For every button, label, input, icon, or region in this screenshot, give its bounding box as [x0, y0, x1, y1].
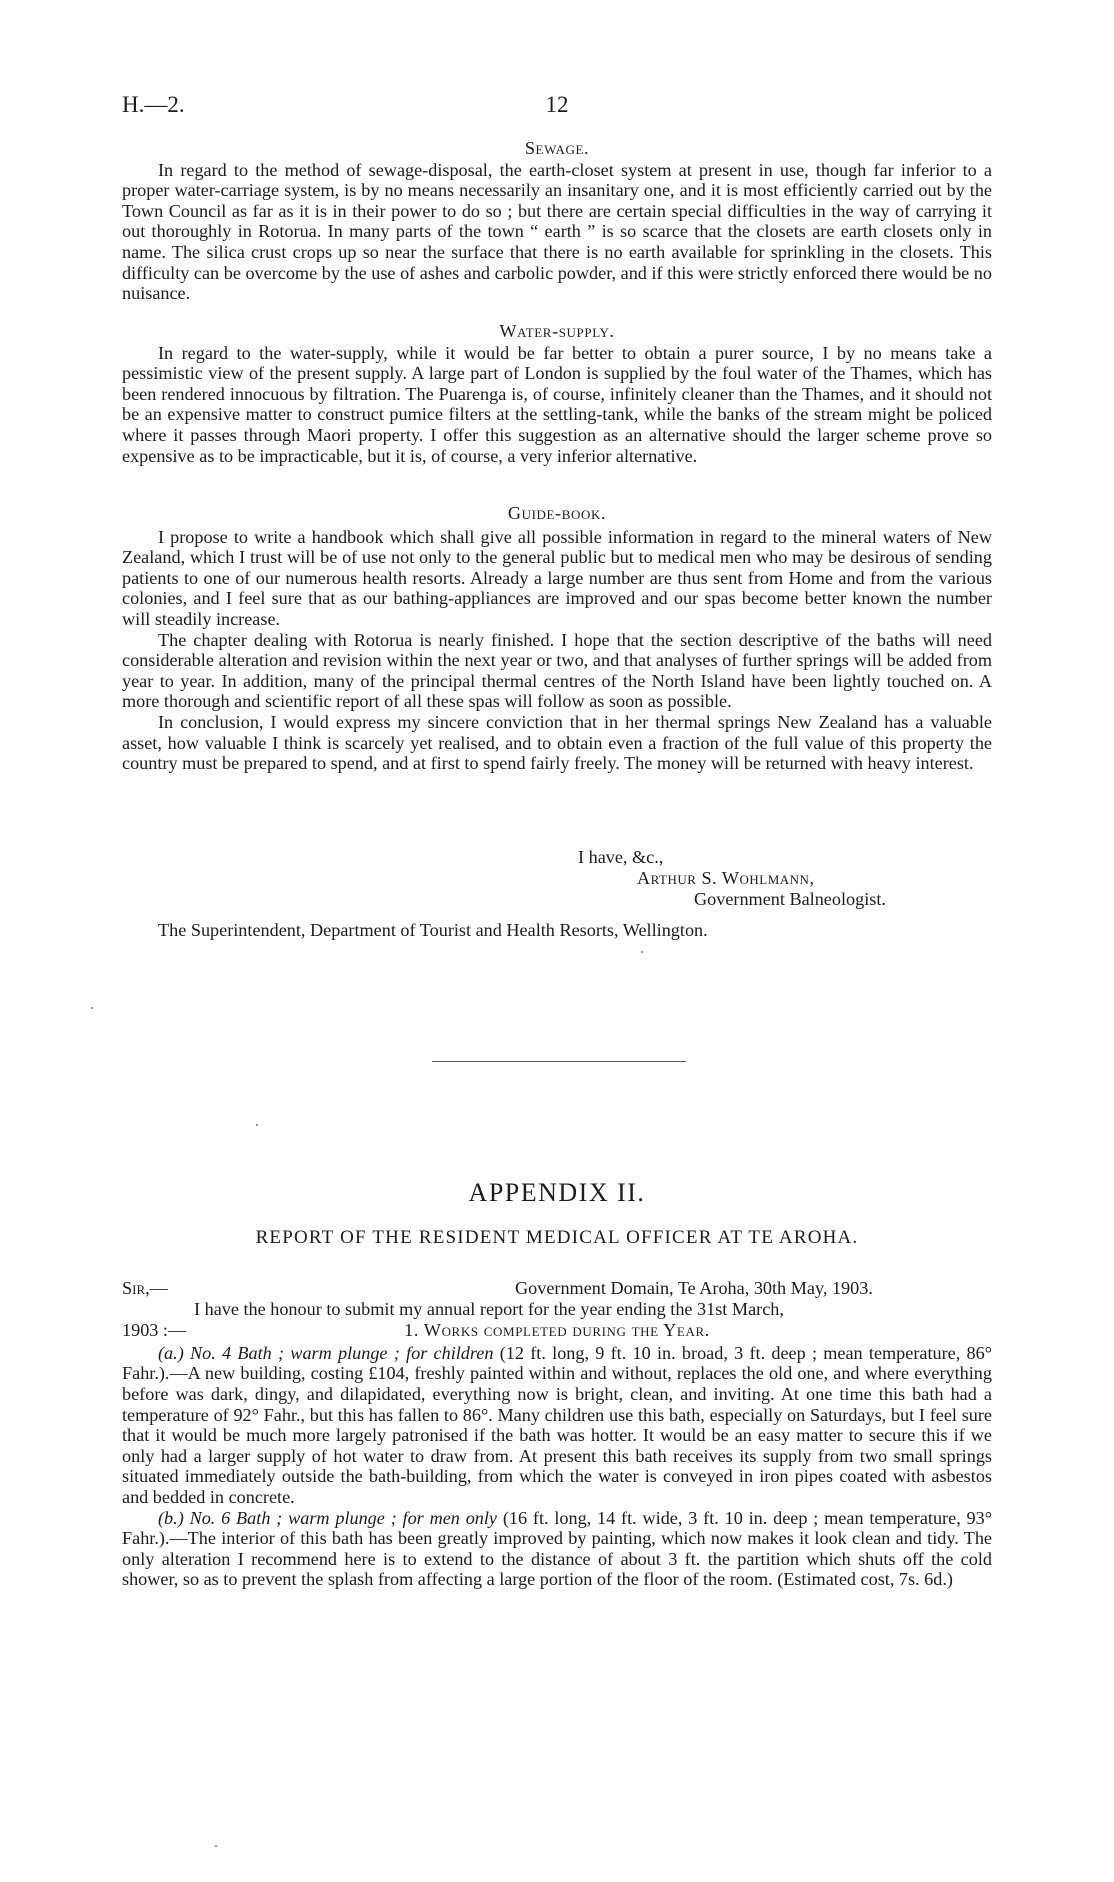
sewage-paragraph: In regard to the method of sewage-disposal, the earth-closet system at present in use, though far inferior to a proper water-carriage system, is by no means necessarily an insanitary one, and it is most efficiently carried out by the Town Council as far as it is in their power to do so ; but there are certain special difficulties in the way of carrying it out thoroughly in Rotorua. In many parts of the town “ earth ” is so scarce that the closets are earth closets only in name. The silica crust crops up so near the surface that there is no earth available for sprinkling in the closets. This difficulty can be overcome by the use of ashes and carbolic powder, and if this were strictly enforced there would be no nuisance. — [122, 159, 992, 304]
report-subtitle: REPORT OF THE RESIDENT MEDICAL OFFICER AT TE AROHA. — [255, 1227, 859, 1248]
signatory-name: Arthur S. Wohlmann, — [637, 868, 815, 888]
salutation: Sir,— — [122, 1278, 168, 1298]
bath-4-title: No. 4 Bath ; warm plunge ; for children — [190, 1342, 494, 1363]
section-divider — [432, 1061, 686, 1062]
guide-book-section — [122, 503, 992, 774]
water-supply-heading: Water-supply. — [499, 321, 615, 341]
report-intro-year: 1903 :— — [122, 1319, 187, 1340]
print-speck — [256, 1124, 258, 1126]
guide-book-paragraph-3: In conclusion, I would express my sincere conviction that in her thermal springs New Zealand has a valuable asset, how valuable I think is scarcely yet realised, and to obtain even a fraction of the full value of this property the country must be prepared to spend, and at first to spend fairly freely. The money will be returned with heavy interest. — [122, 711, 992, 774]
sewage-section — [122, 138, 992, 304]
print-speck — [91, 1007, 93, 1009]
water-supply-paragraph: In regard to the water-supply, while it would be far better to obtain a purer source, I by no means take a pessimistic view of the present supply. A large part of London is supplied by the foul water of the Thames, which has been rendered innocuous by filtration. The Puarenga is, of course, infinitely cleaner than the Thames, and it should not be an expensive matter to construct pumice filters at the settling-tank, while the banks of the stream might be policed where it passes through Maori property. I offer this suggestion as an alternative should the larger scheme prove so expensive as to be impracticable, but it is, of course, a very inferior alternative. — [122, 342, 992, 466]
dateline: Government Domain, Te Aroha, 30th May, 1903. — [515, 1278, 873, 1298]
signatory-title: Government Balneologist. — [694, 889, 886, 909]
print-speck — [215, 1845, 217, 1847]
bath-4-paragraph — [122, 1343, 992, 1508]
page-number: 12 — [545, 92, 569, 117]
addressee: The Superintendent, Department of Tourist and Health Resorts, Wellington. — [158, 920, 708, 940]
print-speck — [641, 951, 643, 953]
sewage-heading: Sewage. — [524, 138, 590, 158]
guide-book-heading: Guide-book. — [507, 503, 607, 523]
page-header — [122, 92, 992, 122]
works-heading: 1. Works completed during the Year. — [404, 1320, 710, 1341]
guide-book-paragraph-2: The chapter dealing with Rotorua is nearly finished. I hope that the section descriptive of the baths will need considerable alteration and revision within the next year or two, and that analyses of further springs will be added from year to year. In addition, many of the principal thermal centres of the North Island have been lightly touched on. A more thorough and scientific report of all these spas will follow as soon as possible. — [122, 629, 992, 712]
guide-book-paragraph-1: I propose to write a handbook which shall give all possible information in regard to the mineral waters of New Zealand, which I trust will be of use not only to the general public but to medical men who may be desirous of sending patients to one of our numerous health resorts. Already a large number are thus sent from Home and from the various colonies, and I feel sure that as our bathing-appliances are improved and our spas become better known the number will steadily increase. — [122, 526, 992, 629]
closing-line: I have, &c., — [578, 847, 664, 867]
bath-6-text: (16 ft. long, 14 ft. wide, 3 ft. 10 in. deep ; mean temperature, 93° Fahr.).—The interior of this bath has been greatly improved by painting, which now makes it look clean and tidy. The only alteration I recommend here is to extend to the distance of about 3 ft. the partition which shuts off the cold shower, so as to prevent the splash from affecting a large portion of the floor of the room. (Estimated cost, 7s. 6d.) — [122, 1507, 993, 1590]
water-supply-section — [122, 321, 992, 466]
bath-4-label: (a.) — [158, 1342, 184, 1363]
bath-6-title: (b.) No. 6 Bath ; warm plunge ; for men only — [158, 1507, 498, 1528]
document-reference: H.—2. — [122, 92, 185, 117]
report-intro: I have the honour to submit my annual report for the year ending the 31st March, — [194, 1299, 784, 1319]
report-body — [122, 1299, 992, 1590]
bath-6-paragraph — [122, 1508, 992, 1590]
bath-4-text: (12 ft. long, 9 ft. 10 in. broad, 3 ft. deep ; mean temperature, 86° Fahr.).—A new building, costing £104, freshly painted within and without, replaces the old one, and where everything before was dark, dingy, and dilapidated, everything now is bright, clean, and inviting. At one time this bath had a temperature of 92° Fahr., but this has fallen to 86°. Many children use this bath, especially on Saturdays, but I feel sure that it would be much more largely patronised if the bath was hotter. It would be an easy matter to secure this if we only had a larger supply of hot water to draw from. At present this bath receives its supply from two small springs situated immediately outside the bath-building, from which the water is conveyed in iron pipes coated with asbestos and bedded in concrete. — [122, 1342, 993, 1507]
appendix-title: APPENDIX II. — [468, 1178, 646, 1207]
